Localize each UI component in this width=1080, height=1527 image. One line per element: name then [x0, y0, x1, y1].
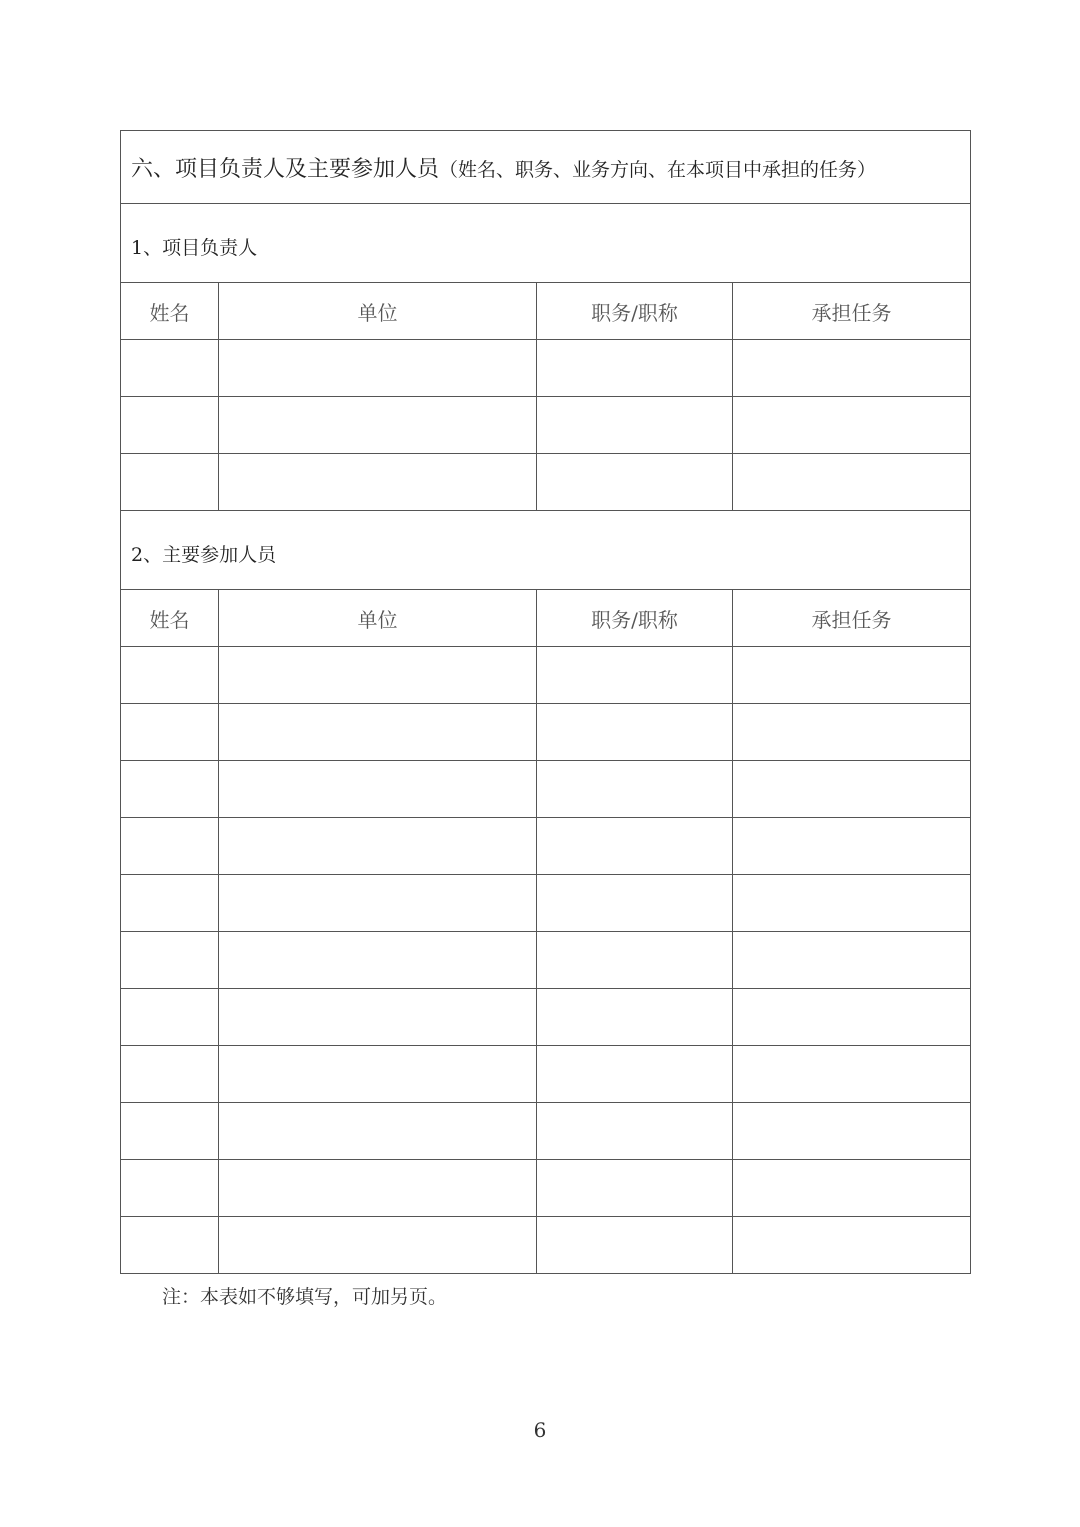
unit-cell[interactable] — [219, 704, 537, 761]
name-cell[interactable] — [121, 989, 219, 1046]
table-row — [121, 340, 971, 397]
task-cell[interactable] — [733, 704, 971, 761]
table-row — [121, 1217, 971, 1274]
column-header-unit: 单位 — [219, 590, 537, 647]
column-header-name: 姓名 — [121, 590, 219, 647]
column-header-row — [121, 283, 971, 340]
name-cell[interactable] — [121, 1046, 219, 1103]
table-row — [121, 1046, 971, 1103]
unit-cell[interactable] — [219, 932, 537, 989]
column-header-name: 姓名 — [121, 283, 219, 340]
table-row — [121, 704, 971, 761]
unit-cell[interactable] — [219, 818, 537, 875]
footnote: 注：本表如不够填写，可加另页。 — [162, 1286, 448, 1308]
column-header-position: 职务/职称 — [537, 590, 733, 647]
name-cell[interactable] — [121, 647, 219, 704]
unit-cell[interactable] — [219, 989, 537, 1046]
form-title-main: 六、项目负责人及主要参加人员 — [131, 156, 440, 182]
task-cell[interactable] — [733, 761, 971, 818]
position-cell[interactable] — [537, 875, 733, 932]
table-row — [121, 1160, 971, 1217]
page-number: 6 — [533, 1418, 547, 1442]
form-title — [121, 131, 971, 204]
section-label-project-leader: 1、项目负责人 — [121, 204, 971, 283]
column-header-task: 承担任务 — [733, 283, 971, 340]
personnel-form-table — [120, 130, 971, 1274]
unit-cell[interactable] — [219, 454, 537, 511]
task-cell[interactable] — [733, 989, 971, 1046]
name-cell[interactable] — [121, 454, 219, 511]
form-title-sub: （姓名、职务、业务方向、在本项目中承担的任务） — [439, 158, 877, 181]
task-cell[interactable] — [733, 397, 971, 454]
column-header-position: 职务/职称 — [537, 283, 733, 340]
name-cell[interactable] — [121, 818, 219, 875]
name-cell[interactable] — [121, 397, 219, 454]
task-cell[interactable] — [733, 932, 971, 989]
name-cell[interactable] — [121, 1217, 219, 1274]
table-row — [121, 454, 971, 511]
column-header-task: 承担任务 — [733, 590, 971, 647]
task-cell[interactable] — [733, 1160, 971, 1217]
section-header-row — [121, 204, 971, 283]
name-cell[interactable] — [121, 1103, 219, 1160]
name-cell[interactable] — [121, 1160, 219, 1217]
name-cell[interactable] — [121, 704, 219, 761]
position-cell[interactable] — [537, 1103, 733, 1160]
unit-cell[interactable] — [219, 1103, 537, 1160]
position-cell[interactable] — [537, 1160, 733, 1217]
unit-cell[interactable] — [219, 1217, 537, 1274]
position-cell[interactable] — [537, 704, 733, 761]
column-header-row — [121, 590, 971, 647]
table-row — [121, 761, 971, 818]
title-row — [121, 131, 971, 204]
table-row — [121, 1103, 971, 1160]
position-cell[interactable] — [537, 1046, 733, 1103]
table-row — [121, 818, 971, 875]
task-cell[interactable] — [733, 818, 971, 875]
position-cell[interactable] — [537, 647, 733, 704]
section-label-main-participants: 2、主要参加人员 — [121, 511, 971, 590]
unit-cell[interactable] — [219, 1160, 537, 1217]
unit-cell[interactable] — [219, 1046, 537, 1103]
position-cell[interactable] — [537, 932, 733, 989]
name-cell[interactable] — [121, 340, 219, 397]
task-cell[interactable] — [733, 875, 971, 932]
column-header-unit: 单位 — [219, 283, 537, 340]
position-cell[interactable] — [537, 397, 733, 454]
task-cell[interactable] — [733, 1217, 971, 1274]
position-cell[interactable] — [537, 454, 733, 511]
position-cell[interactable] — [537, 340, 733, 397]
unit-cell[interactable] — [219, 647, 537, 704]
table-row — [121, 875, 971, 932]
position-cell[interactable] — [537, 989, 733, 1046]
task-cell[interactable] — [733, 647, 971, 704]
task-cell[interactable] — [733, 454, 971, 511]
unit-cell[interactable] — [219, 875, 537, 932]
task-cell[interactable] — [733, 1046, 971, 1103]
table-row — [121, 647, 971, 704]
unit-cell[interactable] — [219, 761, 537, 818]
unit-cell[interactable] — [219, 340, 537, 397]
position-cell[interactable] — [537, 818, 733, 875]
section-header-row — [121, 511, 971, 590]
unit-cell[interactable] — [219, 397, 537, 454]
position-cell[interactable] — [537, 761, 733, 818]
task-cell[interactable] — [733, 340, 971, 397]
name-cell[interactable] — [121, 761, 219, 818]
task-cell[interactable] — [733, 1103, 971, 1160]
name-cell[interactable] — [121, 932, 219, 989]
table-row — [121, 397, 971, 454]
position-cell[interactable] — [537, 1217, 733, 1274]
name-cell[interactable] — [121, 875, 219, 932]
table-row — [121, 932, 971, 989]
table-row — [121, 989, 971, 1046]
